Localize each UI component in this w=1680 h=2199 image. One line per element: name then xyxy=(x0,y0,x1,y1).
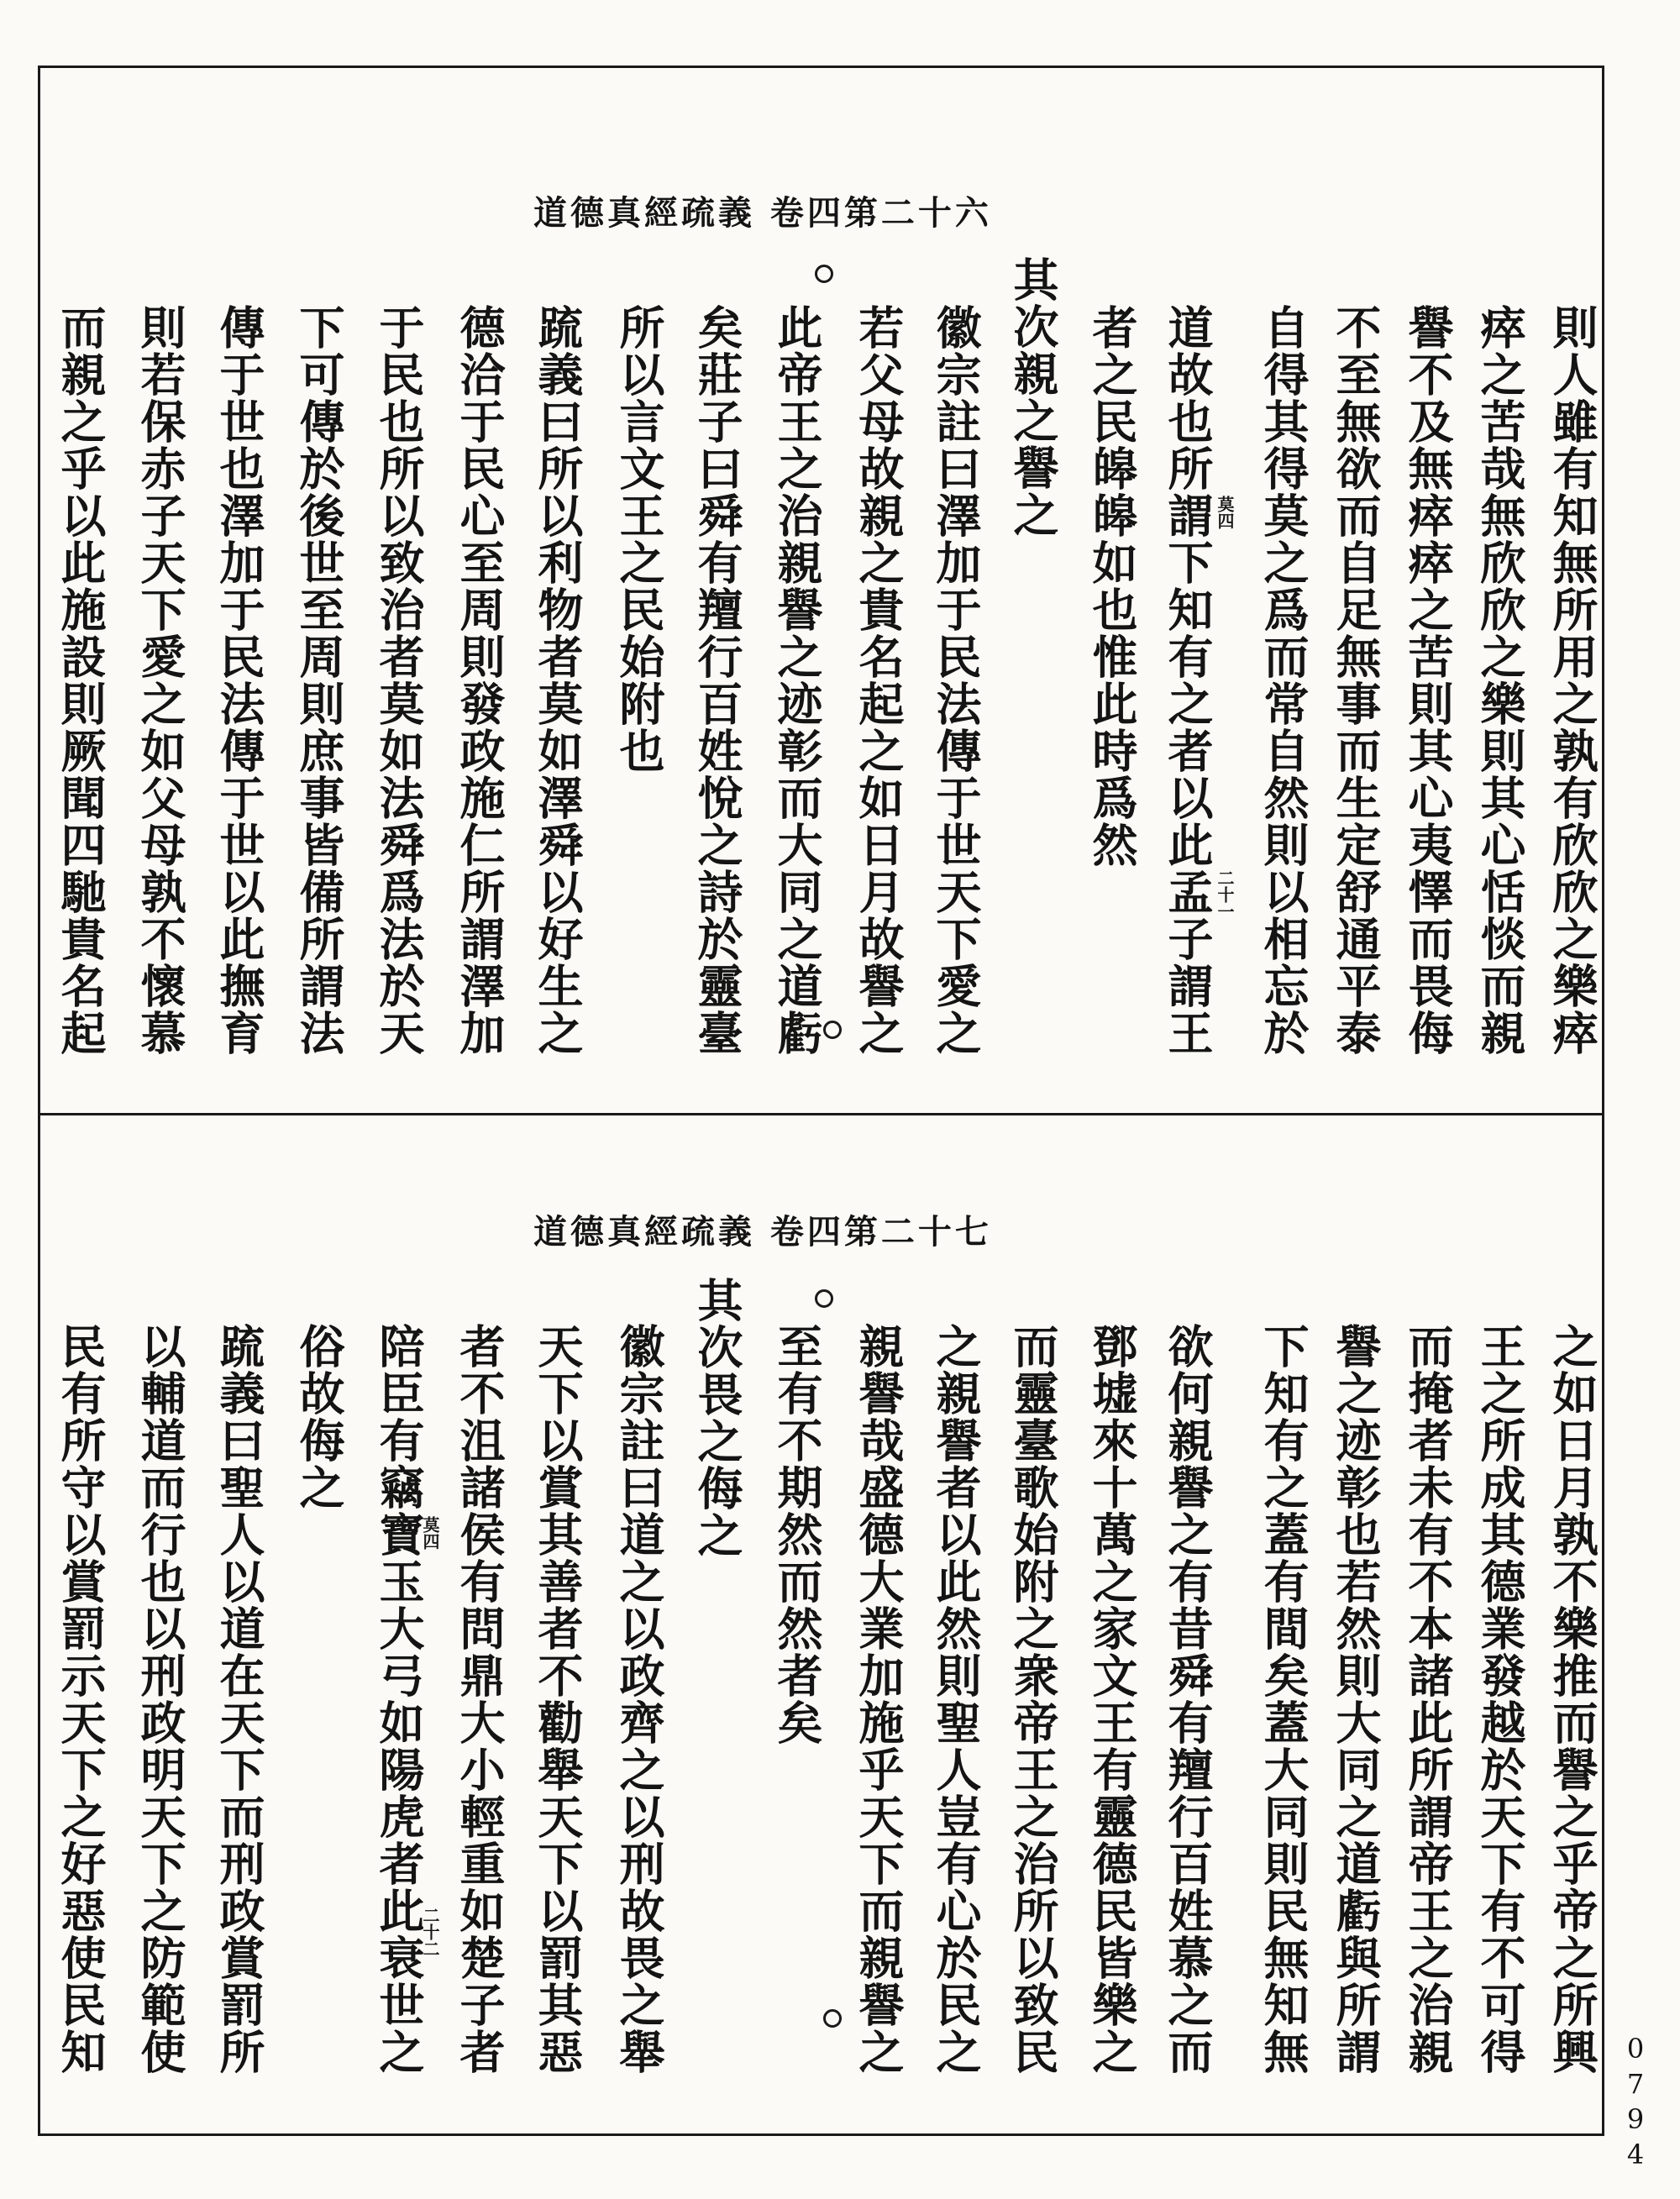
lower-margin-note-1: 莫四 xyxy=(420,1516,440,1550)
lower-col-8: 而靈臺歌始附之衆帝王之治所以致民 xyxy=(1006,1323,1060,2076)
lower-col-9: 之親譽者以此然則聖人豈有心於民之 xyxy=(929,1323,983,2076)
lower-col-6: 欲何親譽之有昔舜有羶行百姓慕之而 xyxy=(1161,1323,1215,2076)
lower-circle-mark-2 xyxy=(823,2009,842,2028)
lower-col-5: 下知有之蓋有間矣蓋大同則民無知無 xyxy=(1257,1323,1310,2076)
upper-margin-note-2: 二十一 xyxy=(1215,869,1235,920)
upper-col-13: 所以言文王之民始附也 xyxy=(612,304,666,774)
lower-col-1: 之如日月孰不樂推而譽之乎帝之所興 xyxy=(1546,1323,1599,2076)
lower-col-14: 天下以賞其善者不勸舉天下以罰其惡 xyxy=(531,1323,585,2076)
upper-circle-mark-1 xyxy=(815,265,833,283)
lower-col-12: 其次畏之侮之 xyxy=(690,1277,744,1559)
upper-col-3: 譽不及無瘁瘁之苦則其心夷懌而畏侮 xyxy=(1401,304,1455,1057)
upper-col-11: 此帝王之治親譽之迹彰而大同之道虧 xyxy=(770,304,824,1057)
upper-col-4: 不至無欲而自足無事而生定舒通平泰 xyxy=(1329,304,1383,1057)
lower-col-3: 而掩者未有不本諸此所謂帝王之治親 xyxy=(1401,1323,1455,2076)
page-number: 0794 xyxy=(1620,2033,1651,2174)
half-divider xyxy=(38,1113,1604,1115)
lower-col-18: 䟽義曰聖人以道在天下而刑政賞罰所 xyxy=(213,1323,266,2076)
upper-col-8: 其次親之譽之 xyxy=(1006,256,1060,538)
upper-col-10: 若父母故親之貴名起之如日月故譽之 xyxy=(852,304,906,1057)
upper-col-5: 自得其得莫之爲而常自然則以相忘於 xyxy=(1257,304,1310,1057)
upper-col-6: 道故也所謂下知有之者以此孟子謂王 xyxy=(1161,304,1215,1057)
lower-col-7: 鄧墟來十萬之家文王有靈德民皆樂之 xyxy=(1085,1323,1139,2076)
upper-col-16: 于民也所以致治者莫如法舜爲法於天 xyxy=(372,304,426,1057)
lower-col-17: 俗故侮之 xyxy=(292,1323,346,1511)
lower-col-10: 親譽哉盛德大業加施乎天下而親譽之 xyxy=(852,1323,906,2076)
lower-col-19: 以輔道而行也以刑政明天下之防範使 xyxy=(134,1323,187,2076)
upper-col-12: 矣莊子曰舜有羶行百姓悅之詩於靈臺 xyxy=(690,304,744,1057)
lower-col-15: 者不沮諸侯有問鼎大小輕重如楚子者 xyxy=(453,1323,507,2076)
lower-margin-note-2: 二十二 xyxy=(420,1907,440,1957)
upper-circle-mark-2 xyxy=(823,1021,842,1039)
upper-col-18: 傳于世也澤加于民法傳于世以此撫育 xyxy=(213,304,266,1057)
upper-margin-note-1: 莫四 xyxy=(1215,496,1235,529)
lower-col-11: 至有不期然而然者矣 xyxy=(770,1323,824,1746)
lower-header: 道德真經疏義 卷四第二十七 xyxy=(533,1212,992,1252)
upper-header: 道德真經疏義 卷四第二十六 xyxy=(533,193,992,233)
lower-col-13: 徽宗註曰道之以政齊之以刑故畏之舉 xyxy=(612,1323,666,2076)
upper-col-1: 則人雖有知無所用之孰有欣欣之樂瘁 xyxy=(1546,304,1599,1057)
upper-col-14: 䟽義曰所以利物者莫如澤舜以好生之 xyxy=(531,304,585,1057)
lower-col-20: 民有所守以賞罰示天下之好惡使民知 xyxy=(54,1323,108,2076)
upper-col-15: 德洽于民心至周則發政施仁所謂澤加 xyxy=(453,304,507,1057)
lower-col-2: 王之所成其德業發越於天下有不可得 xyxy=(1473,1323,1527,2076)
upper-col-19: 則若保赤子天下愛之如父母孰不懷慕 xyxy=(134,304,187,1057)
lower-circle-mark-1 xyxy=(815,1289,833,1308)
upper-col-9: 徽宗註曰澤加于民法傳于世天下愛之 xyxy=(929,304,983,1057)
upper-col-20: 而親之乎以此施設則厥聞四馳貴名起 xyxy=(54,304,108,1057)
upper-col-17: 下可傳於後世至周則庶事皆備所謂法 xyxy=(292,304,346,1057)
upper-col-2: 瘁之苦哉無欣欣之樂則其心恬惔而親 xyxy=(1473,304,1527,1057)
lower-col-16: 陪臣有竊寶玉大弓如陽虎者此衰世之 xyxy=(372,1323,426,2076)
upper-col-7: 者之民皞皞如也惟此時爲然 xyxy=(1085,304,1139,869)
lower-col-4: 譽之迹彰也若然則大同之道虧與所謂 xyxy=(1329,1323,1383,2076)
